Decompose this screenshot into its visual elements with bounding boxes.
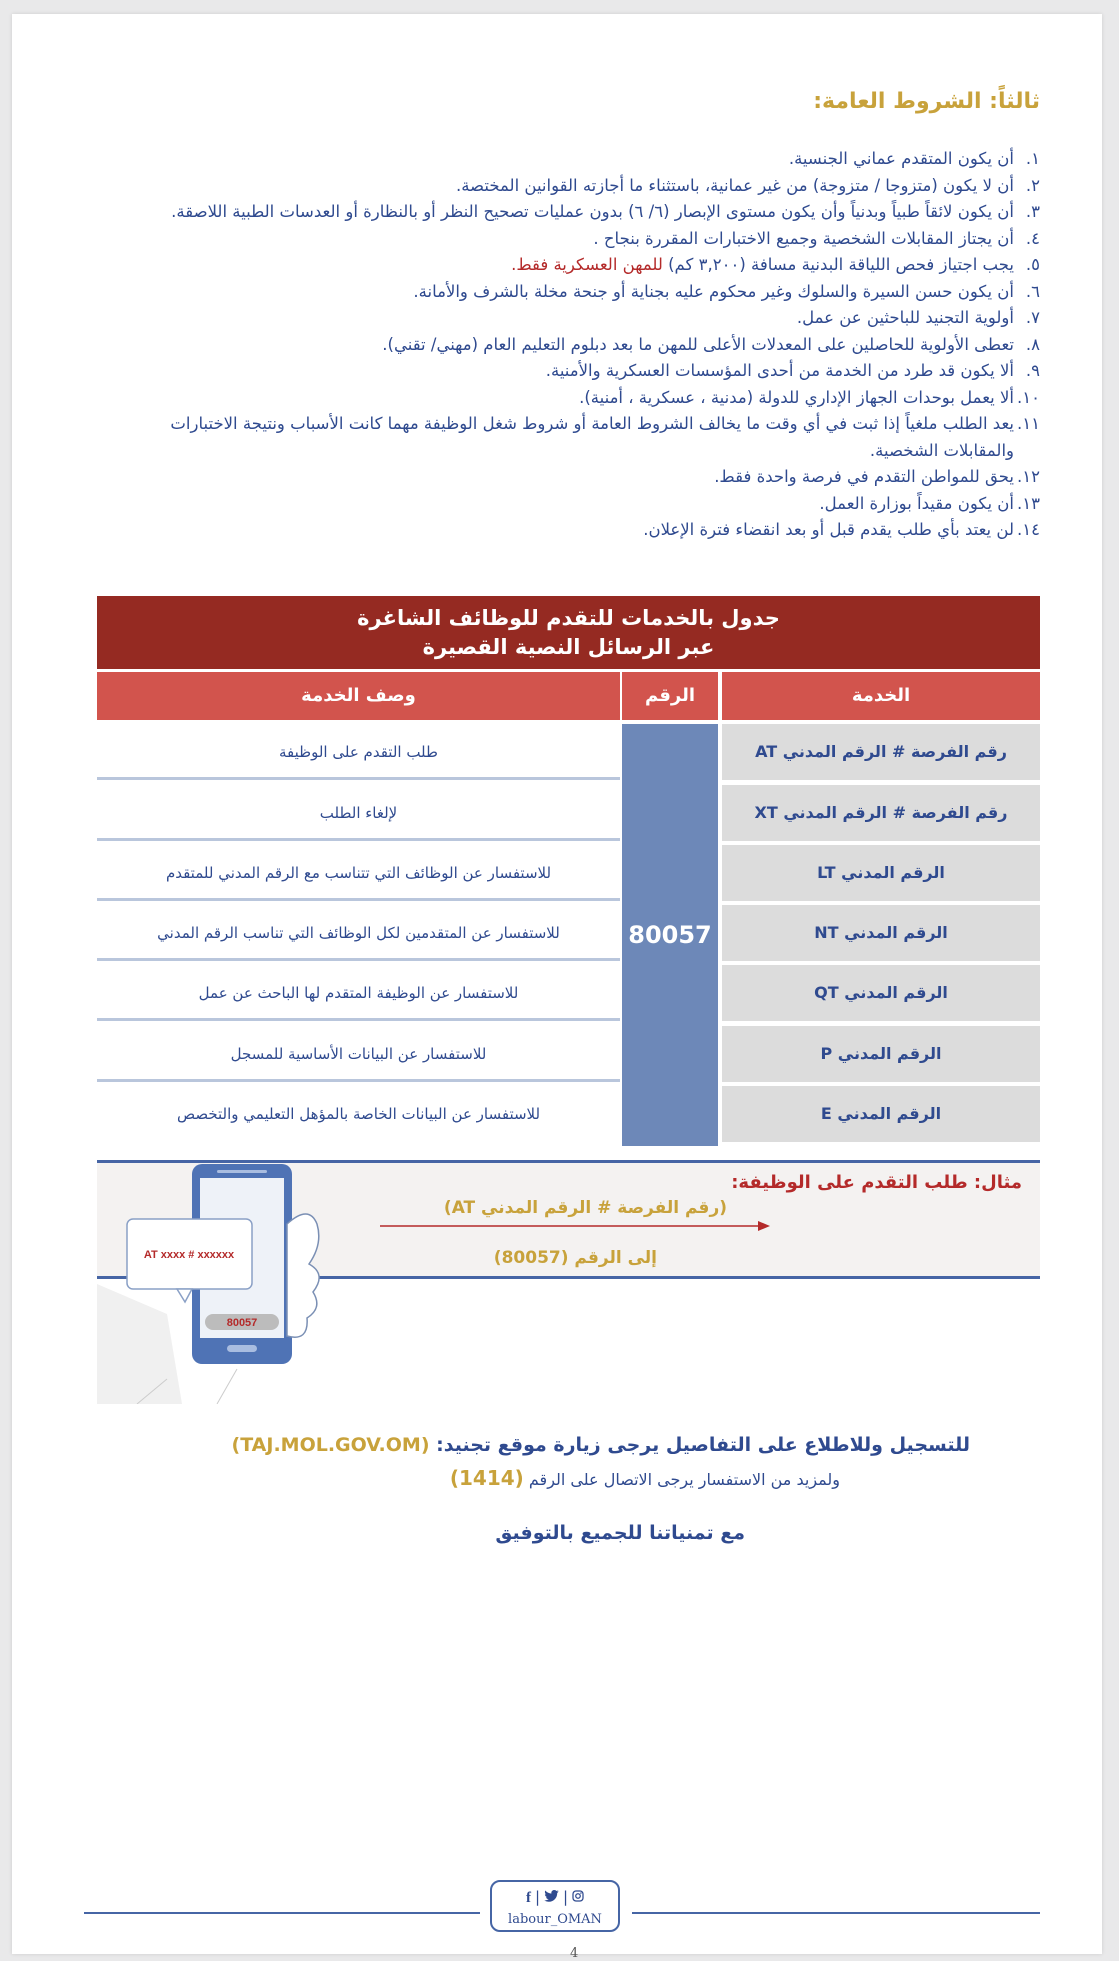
- header-number: الرقم: [622, 672, 718, 720]
- table-row-service: رقم الفرصة # الرقم المدني XT: [722, 785, 1040, 841]
- table-row-service: الرقم المدني QT: [722, 965, 1040, 1021]
- table-row-description: للاستفسار عن الوظيفة المتقدم لها الباحث عن عمل: [97, 965, 620, 1021]
- condition-item: ١٠. ألا يعمل بوحدات الجهاز الإداري للدولة (مدنية ، عسكرية ، أمنية).: [579, 387, 1040, 407]
- table-row-service: الرقم المدني E: [722, 1086, 1040, 1142]
- example-message-format: (رقم الفرصة # الرقم المدني AT): [443, 1198, 727, 1218]
- condition-item: ٤. أن يجتاز المقابلات الشخصية وجميع الاختبارات المقررة بنجاح .: [593, 228, 1040, 248]
- table-header-row: [97, 672, 1040, 720]
- condition-item: ٥. يجب اجتياز فحص اللياقة البدنية مسافة (٣,٢٠٠ كم) للمهن العسكرية فقط.: [511, 255, 1040, 274]
- section-title: ثالثاً: الشروط العامة:: [813, 89, 1040, 114]
- example-title: مثال: طلب التقدم على الوظيفة:: [731, 1172, 1022, 1193]
- condition-item: ١٤. لن يعتد بأي طلب يقدم قبل أو بعد انقضاء فترة الإعلان.: [643, 520, 1040, 539]
- closing-wish: مع تمنياتنا للجميع بالتوفيق: [495, 1522, 745, 1544]
- header-description: وصف الخدمة: [97, 672, 620, 720]
- sms-services-table: [97, 596, 1040, 1146]
- footer-rule-right: [632, 1912, 1040, 1914]
- website-link[interactable]: (TAJ.MOL.GOV.OM): [231, 1434, 430, 1456]
- footer-rule-left: [84, 1912, 480, 1914]
- condition-item: ٦. أن يكون حسن السيرة والسلوك وغير محكوم عليه بجناية أو جنحة مخلة بالشرف والأمانة.: [413, 281, 1040, 301]
- instagram-icon[interactable]: [572, 1888, 584, 1906]
- condition-item: ٣. أن يكون لائقاً طبياً وبدنياً وأن يكون مستوى الإبصار (٦/ ٦) بدون عمليات تصحيح النظر أو بالنظارة أو العدسات الطبية اللاصقة.: [171, 202, 1040, 221]
- table-row-description: للاستفسار عن المتقدمين لكل الوظائف التي تناسب الرقم المدني: [97, 905, 620, 961]
- contact-line: ولمزيد من الاستفسار يرجى الاتصال على الرقم (1414): [449, 1466, 840, 1490]
- table-body: [97, 724, 1040, 1146]
- document-page: [12, 14, 1102, 1961]
- phone-number-text: 80057: [226, 1317, 258, 1329]
- conditions-list: [97, 146, 1040, 544]
- condition-item: ٧. أولوية التجنيد للباحثين عن عمل.: [796, 308, 1040, 327]
- registration-line: للتسجيل وللاطلاع على التفاصيل يرجى زيارة موقع تجنيد: (TAJ.MOL.GOV.OM): [231, 1434, 970, 1456]
- condition-item: ١٣. أن يكون مقيداً بوزارة العمل.: [819, 493, 1040, 513]
- table-row-description: لإلغاء الطلب: [97, 785, 620, 841]
- contact-number: (1414): [449, 1466, 524, 1490]
- condition-item: ٨. تعطى الأولوية للحاصلين على المعدلات الأعلى للمهن ما بعد دبلوم التعليم العام (مهني/ تقني).: [382, 334, 1040, 354]
- condition-item: ١١. يعد الطلب ملغياً إذا ثبت في أي وقت ما يخالف الشروط العامة أو شروط شغل الوظيفة مهما كانت الأسباب ونتيجة الاختبارات والمقابلات الشخصية.: [170, 414, 1040, 460]
- page-number: 4: [570, 1946, 579, 1961]
- table-row-service: رقم الفرصة # الرقم المدني AT: [722, 724, 1040, 780]
- sms-number-cell: 80057: [622, 724, 718, 1146]
- header-service: الخدمة: [722, 672, 1040, 720]
- social-media-box: f | | labour_OMAN: [490, 1880, 620, 1932]
- table-row-description: للاستفسار عن البيانات الأساسية للمسجل: [97, 1026, 620, 1082]
- sms-bubble-text: AT xxxx # xxxxxx: [143, 1249, 235, 1261]
- arrow-right-icon: [380, 1218, 770, 1234]
- phone-sms-illustration: [97, 1164, 327, 1404]
- table-row-service: الرقم المدني LT: [722, 845, 1040, 901]
- condition-item: ٢. أن لا يكون (متزوجا / متزوجة) من غير عمانية، باستثناء ما أجازته القوانين المختصة.: [455, 175, 1040, 195]
- facebook-icon[interactable]: f: [525, 1890, 531, 1906]
- table-title: جدول بالخدمات للتقدم للوظائف الشاغرة عبر الرسائل النصية القصيرة: [97, 596, 1040, 669]
- table-row-description: للاستفسار عن الوظائف التي تتناسب مع الرقم المدني للمتقدم: [97, 845, 620, 901]
- table-row-description: للاستفسار عن البيانات الخاصة بالمؤهل التعليمي والتخصص: [176, 1105, 541, 1123]
- military-only-note: للمهن العسكرية فقط.: [511, 255, 663, 274]
- table-row-service: الرقم المدني P: [722, 1026, 1040, 1082]
- social-handle: labour_OMAN: [508, 1912, 602, 1927]
- example-send-to: إلى الرقم (80057): [493, 1248, 657, 1268]
- twitter-icon[interactable]: [544, 1888, 559, 1906]
- table-row-description: طلب التقدم على الوظيفة: [97, 724, 620, 780]
- condition-item: ١٢. يحق للمواطن التقدم في فرصة واحدة فقط.: [714, 467, 1040, 486]
- table-row-service: الرقم المدني NT: [722, 905, 1040, 961]
- condition-item: ٩. ألا يكون قد طرد من الخدمة من أحدى المؤسسات العسكرية والأمنية.: [545, 361, 1040, 380]
- condition-item: ١. أن يكون المتقدم عماني الجنسية.: [788, 149, 1040, 168]
